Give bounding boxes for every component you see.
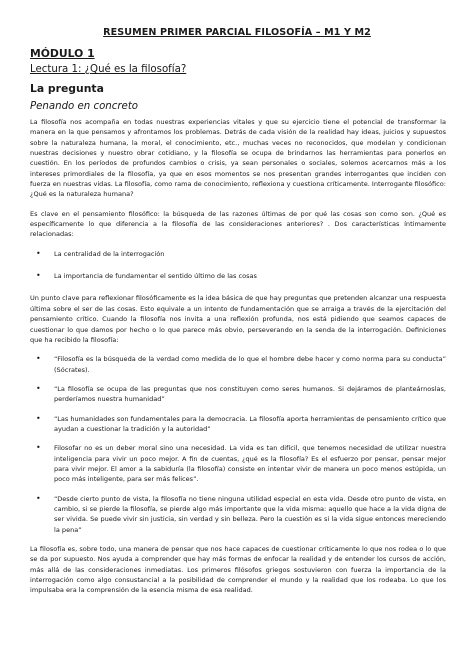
list-item: • “La filosofía se ocupa de las preguntas que nos constituyen como seres humanos. Si dejáramos de planteárnoslas, perderíamos nuestra humanidad” xyxy=(30,384,446,405)
list-item: • “Desde cierto punto de vista, la filosofía no tiene ninguna utilidad especial en esta vida. Desde otro punto de vista, en cambio, si se pierde la filosofía, se pierde algo más importante que la vida misma: aquello que hace a la vida digna de ser vivida. Se puede vivir sin justicia, sin verdad y sin belleza. Pero la cuestión es si la vida sigue entonces mereciendo la pena” xyxy=(30,494,446,535)
subheading: Penando en concreto xyxy=(30,101,139,112)
paragraph: Es clave en el pensamiento filosófico: la búsqueda de las razones últimas de por qué las cosas son como son. ¿Qué es específicamente lo que diferencia a la filosofía de las consideraciones anteriores? . Dos características íntimamente relacionadas: xyxy=(30,209,446,239)
paragraph: La filosofía es, sobre todo, una manera de pensar que nos hace capaces de cuestionar críticamente lo que nos rodea o lo que se da por supuesto. Nos ayuda a comprender que hay más formas de enfocar la realidad y de entender los cursos de acción, más allá de las consideraciones inmediatas. Los primeros filósofos griegos sostuvieron con fuerza la importancia de la interrogación como algo consustancial a la posibilidad de comprender el mundo y la realidad que los rodeaba. Lo que los impulsaba era la comprensión de la esencia misma de esa realidad. xyxy=(30,545,446,595)
document-body xyxy=(30,117,446,605)
paragraph: Un punto clave para reflexionar filosóficamente es la idea básica de que hay preguntas que pretenden alcanzar una respuesta última sobre el ser de las cosas. Esto equivale a un intento de fundamentación que se arraiga a través de la ejercitación del pensamiento crítico. Cuando la filosofía nos invita a una reflexión profunda, nos está pidiendo que seamos capaces de cuestionar lo que damos por hecho o lo que parece más obvio, perseverando en la senda de la interrogación. Definiciones que ha recibido la filosofía: xyxy=(30,294,446,344)
list-item: • Filosofar no es un deber moral sino una necesidad. La vida es tan difícil, que tenemos necesidad de utilizar nuestra inteligencia para vivir un poco mejor. A fin de cuentas, ¿qué es la filosofía? Es el esfuerzo por pensar, pensar mejor para vivir mejor. El amor a la sabiduría (la filosofía) consiste en intentar vivir de manera un poco menos estúpida, un poco más inteligente, para ser más felices”. xyxy=(30,443,446,484)
list-item: • La importancia de fundamentar el sentido último de las cosas xyxy=(30,271,446,281)
definitions-list xyxy=(30,354,446,535)
module-heading: MÓDULO 1 xyxy=(30,47,95,60)
paragraph: La filosofía nos acompaña en todas nuestras experiencias vitales y que su ejercicio tiene el potencial de transformar la manera en la que pensamos y afrontamos los problemas. Detrás de cada visión de la realidad hay ideas, juicios y supuestos sobre la naturaleza humana, la moral, el conocimiento, etc., muchas veces no reconocidos, que modelan y condicionan nuestras decisiones y nuestro obrar cotidiano, y la filosofía se ocupa de brindarnos las herramientas para ponerlos en cuestión. En los períodos de profundos cambios o crisis, ya sean personales o sociales, solemos acercarnos más a los intereses primordiales de la filosofía, ya que en esos momentos se nos presentan grandes interrogantes que inciden con fuerza en nuestras vidas. La filosofía, como rama de conocimiento, reflexiona y cuestiona críticamente. Interrogante filosófico: ¿Qué es la naturaleza humana? xyxy=(30,118,446,199)
list-item: • “Filosofía es la búsqueda de la verdad como medida de lo que el hombre debe hacer y como norma para su conducta” (Sócrates). xyxy=(30,354,446,375)
list-item: • La centralidad de la interrogación xyxy=(30,249,446,259)
characteristics-list xyxy=(30,249,446,282)
section-heading: La pregunta xyxy=(30,82,104,95)
list-item: • “Las humanidades son fundamentales para la democracia. La filosofía aporta herramientas de pensamiento crítico que ayudan a cuestionar la tradición y la autoridad” xyxy=(30,414,446,435)
document-title: RESUMEN PRIMER PARCIAL FILOSOFÍA – M1 Y M2 xyxy=(103,27,371,38)
lectura-heading: Lectura 1: ¿Qué es la filosofía? xyxy=(30,64,187,75)
